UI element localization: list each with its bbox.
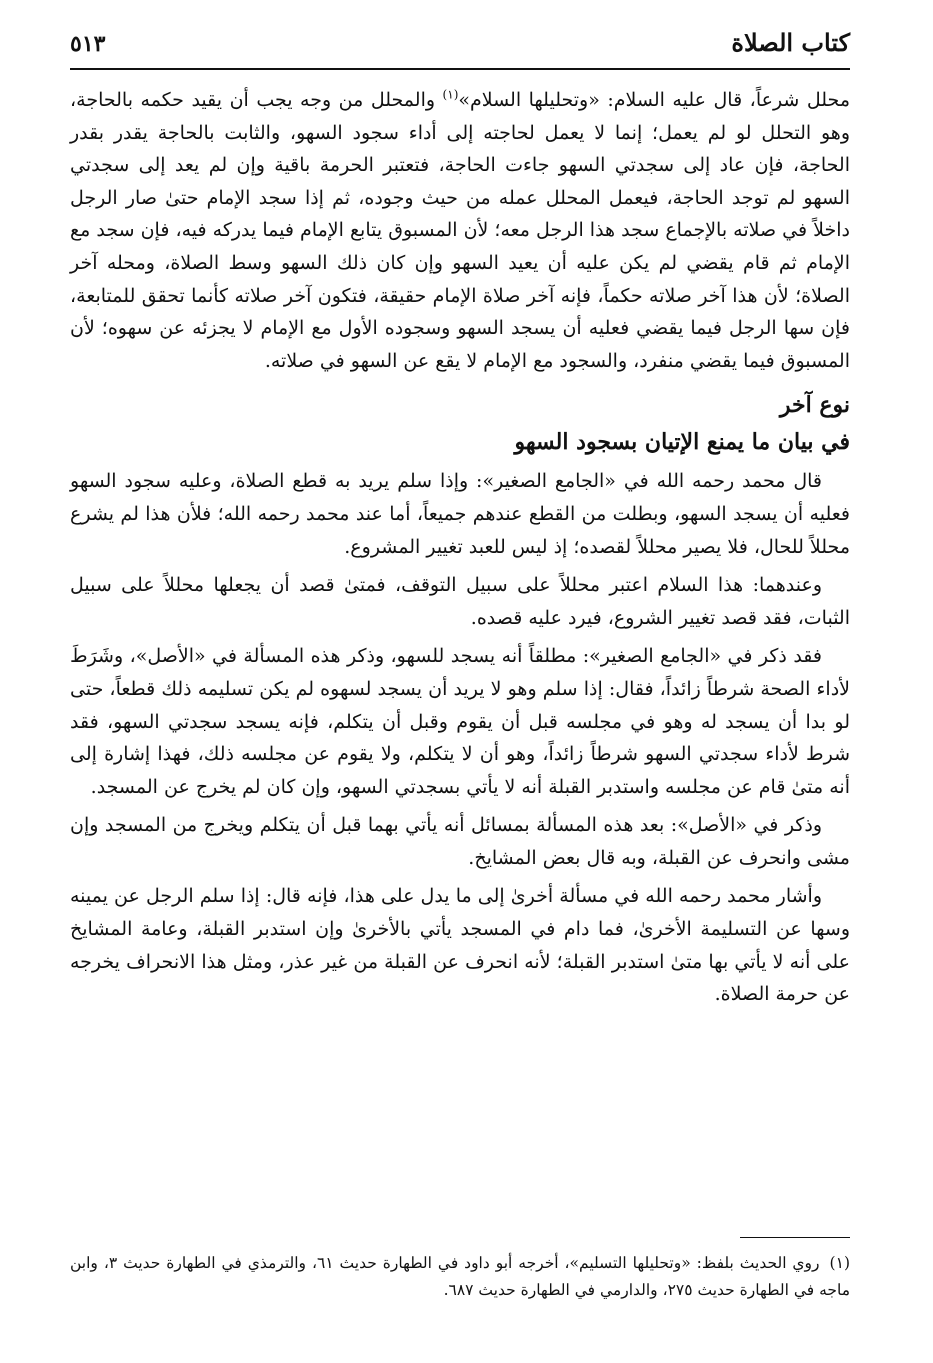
section-heading: نوع آخر (779, 392, 850, 419)
footnote-text: روي الحديث بلفظ: «وتحليلها التسليم»، أخرجه أبو داود في الطهارة حديث ٦١، والترمذي في الطهارة حديث ٣، وابن ماجه في الطهارة حديث ٢٧٥، والدارمي في الطهارة حديث ٦٨٧. (70, 1254, 850, 1299)
paragraph: فقد ذكر في «الجامع الصغير»: مطلقاً أنه يسجد للسهو، وذكر هذه المسألة في «الأصل»، وشَرَطَ لأداء الصحة شرطاً زائداً، فقال: إذا سلم وهو لا يريد أن يسجد لسهوه لم يكن تسليمه ذلك قطعاً، حتى لو بدا أن يسجد له وهو في مجلسه قبل أن يقوم وقبل أن يتكلم، فإنه يسجد سجدتي السهو، فقد شرط لأداء سجدتي السهو شرطاً زائداً، وهو أن لا يتكلم، ولا يقوم عن مجلسه ذلك، فهذا إشارة إلى أنه متىٰ قام عن مجلسه واستدبر القبلة أنه لا يأتي بسجدتي السهو، وإن كان لم يخرج عن المسجد. (70, 645, 850, 798)
footnote-number: (١) (829, 1254, 850, 1272)
paragraph-continued (70, 84, 850, 377)
running-header (70, 28, 850, 70)
main-text (70, 84, 850, 1011)
paragraph-text-part: والمحلل من وجه يجب أن يقيد حكمه بالحاجة، وهو التحلل لو لم يعمل؛ إنما لا يعمل لحاجته إلى أداء سجود السهو، والثابت بالحاجة يقدر بقدر الحاجة، فإن عاد إلى سجدتي السهو جاءت الحاجة، فتعتبر الحرمة باقية وإن لم يعد إلى سجدتي السهو لم توجد الحاجة، فيعمل المحلل عمله من حيث وجوده، ثم إذا سجد الإمام حتىٰ صار الرجل داخلاً في صلاته بالإجماع سجد هذا الرجل معه؛ لأن المسبوق يتابع الإمام فيما يدركه فيه، فإن سجد مع الإمام ثم قام يقضي لم يكن عليه أن يعيد السهو وإن كان ذلك السهو وسط الصلاة، ومحله آخر الصلاة؛ لأن هذا آخر صلاته حكماً، فإنه آخر صلاة الإمام حقيقة، فتكون آخر صلاته كأنما تحقق للمتابعة، فإن سها الرجل فيما يقضي فعليه أن يسجد السهو وسجوده الأول مع الإمام لا يجزئه عن سهوه؛ لأن المسبوق فيما يقضي منفرد، والسجود مع الإمام لا يقع عن السهو في صلاته. (70, 89, 850, 372)
paragraph: وأشار محمد رحمه الله في مسألة أخرىٰ إلى ما يدل على هذا، فإنه قال: إذا سلم الرجل عن يمينه وسها عن التسليمة الأخرىٰ، فما دام في المسجد يأتي بالأخرىٰ وإن استدبر القبلة، وعامة المشايخ على أنه لا يأتي بها متىٰ استدبر القبلة؛ لأنه انحرف عن القبلة من غير عذر، ومثل هذا الانحراف يخرجه عن حرمة الصلاة. (70, 885, 850, 1006)
book-section-title: كتاب الصلاة (731, 28, 850, 57)
section-subheading: في بيان ما يمنع الإتيان بسجود السهو (514, 429, 850, 456)
footnote (70, 1250, 850, 1304)
paragraph: وذكر في «الأصل»: بعد هذه المسألة بمسائل أنه يأتي بهما قبل أن يتكلم ويخرج من المسجد وإن مشى وانحرف عن القبلة، وبه قال بعض المشايخ. (70, 814, 850, 869)
paragraph-text-part: محلل شرعاً، قال عليه السلام: «وتحليلها السلام» (458, 89, 850, 111)
paragraph: قال محمد رحمه الله في «الجامع الصغير»: وإذا سلم يريد به قطع الصلاة، وعليه سجود السهو فعليه أن يسجد السهو، وبطلت من القطع عندهم جميعاً، أما عند محمد رحمه الله؛ فلأن هذا لم يشرع محللاً للحال، فلا يصير محللاً لقصده؛ إذ ليس للعبد تغيير المشروع. (70, 470, 850, 558)
page-number: ٥١٣ (70, 31, 106, 57)
book-page (70, 28, 850, 1338)
footnote-divider (740, 1237, 850, 1238)
paragraph: وعندهما: هذا السلام اعتبر محللاً على سبيل التوقف، فمتىٰ قصد أن يجعلها محللاً على سبيل الثبات، فقد قصد تغيير الشروع، فيرد عليه قصده. (70, 574, 850, 629)
footnote-reference[interactable]: (١) (442, 87, 459, 102)
